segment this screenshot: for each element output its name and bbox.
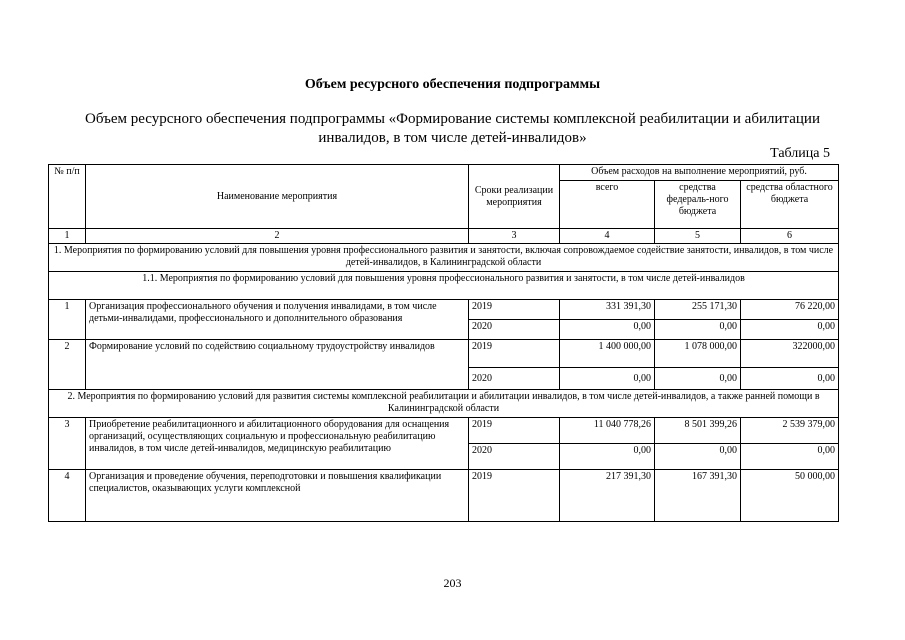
table-label: Таблица 5 bbox=[770, 146, 830, 161]
row-year: 2019 bbox=[469, 300, 560, 320]
column-numbers-row bbox=[49, 229, 839, 244]
header-name: Наименование мероприятия bbox=[86, 165, 469, 229]
row-regional: 76 220,00 bbox=[741, 300, 839, 320]
col-number: 5 bbox=[655, 229, 741, 244]
header-federal: средства федераль-ного бюджета bbox=[655, 181, 741, 229]
row-total: 1 400 000,00 bbox=[560, 340, 655, 368]
row-num: 2 bbox=[49, 340, 86, 390]
section-1-heading: 1. Мероприятия по формированию условий для повышения уровня профессионального развития и занятости, включая сопровождаемое содействие занятости, инвалидов, в том числе детей-инвалидов, в Калининградской области bbox=[49, 244, 839, 272]
row-federal: 8 501 399,26 bbox=[655, 418, 741, 444]
row-federal: 167 391,30 bbox=[655, 470, 741, 522]
header-term: Сроки реализации мероприятия bbox=[469, 165, 560, 229]
row-year: 2019 bbox=[469, 340, 560, 368]
row-year: 2019 bbox=[469, 470, 560, 522]
col-number: 4 bbox=[560, 229, 655, 244]
row-federal: 0,00 bbox=[655, 320, 741, 340]
row-num: 4 bbox=[49, 470, 86, 522]
row-name: Организация профессионального обучения и получения инвалидами, в том числе детьми-инвалидами, профессионального и дополнительного образования bbox=[86, 300, 469, 340]
row-regional: 0,00 bbox=[741, 320, 839, 340]
row-regional: 50 000,00 bbox=[741, 470, 839, 522]
subprogram-subtitle: Объем ресурсного обеспечения подпрограммы «Формирование системы комплексной реабилитации и абилитации инвалидов, в том числе детей-инвалидов» bbox=[85, 111, 820, 146]
table-row bbox=[49, 300, 839, 320]
page-title: Объем ресурсного обеспечения подпрограммы bbox=[304, 77, 601, 92]
table-row bbox=[49, 340, 839, 368]
row-year: 2020 bbox=[469, 368, 560, 390]
row-federal: 255 171,30 bbox=[655, 300, 741, 320]
header-num: № п/п bbox=[49, 165, 86, 229]
col-number: 6 bbox=[741, 229, 839, 244]
row-regional: 2 539 379,00 bbox=[741, 418, 839, 444]
row-regional: 0,00 bbox=[741, 444, 839, 470]
col-number: 3 bbox=[469, 229, 560, 244]
table-row bbox=[49, 470, 839, 522]
table-row bbox=[49, 418, 839, 444]
header-expenses: Объем расходов на выполнение мероприятий, руб. bbox=[560, 165, 839, 181]
row-federal: 1 078 000,00 bbox=[655, 340, 741, 368]
subsection-1-1-heading: 1.1. Мероприятия по формированию условий для повышения уровня профессионального развития и занятости, в том числе детей-инвалидов bbox=[49, 272, 839, 300]
row-num: 1 bbox=[49, 300, 86, 340]
col-number: 2 bbox=[86, 229, 469, 244]
page-number: 203 bbox=[443, 576, 462, 590]
row-total: 0,00 bbox=[560, 320, 655, 340]
row-year: 2020 bbox=[469, 444, 560, 470]
row-federal: 0,00 bbox=[655, 444, 741, 470]
row-name: Организация и проведение обучения, переподготовки и повышения квалификации специалистов, оказывающих услуги комплексной bbox=[86, 470, 469, 522]
row-total: 11 040 778,26 bbox=[560, 418, 655, 444]
header-regional: средства областного бюджета bbox=[741, 181, 839, 229]
row-total: 217 391,30 bbox=[560, 470, 655, 522]
row-total: 0,00 bbox=[560, 444, 655, 470]
row-year: 2020 bbox=[469, 320, 560, 340]
row-year: 2019 bbox=[469, 418, 560, 444]
row-num: 3 bbox=[49, 418, 86, 470]
row-total: 331 391,30 bbox=[560, 300, 655, 320]
row-regional: 0,00 bbox=[741, 368, 839, 390]
header-total: всего bbox=[560, 181, 655, 229]
col-number: 1 bbox=[49, 229, 86, 244]
row-name: Формирование условий по содействию социальному трудоустройству инвалидов bbox=[86, 340, 469, 390]
section-2-heading: 2. Мероприятия по формированию условий для развития системы комплексной реабилитации и абилитации инвалидов, в том числе детей-инвалидов, а также ранней помощи в Калининградской области bbox=[49, 390, 839, 418]
row-name: Приобретение реабилитационного и абилитационного оборудования для оснащения организаций, осуществляющих социальную и профессиональную реабилитацию инвалидов, в том числе детей-инвалидов, медицинскую реабилитацию bbox=[86, 418, 469, 470]
resource-table bbox=[48, 164, 839, 522]
row-regional: 322000,00 bbox=[741, 340, 839, 368]
row-federal: 0,00 bbox=[655, 368, 741, 390]
row-total: 0,00 bbox=[560, 368, 655, 390]
